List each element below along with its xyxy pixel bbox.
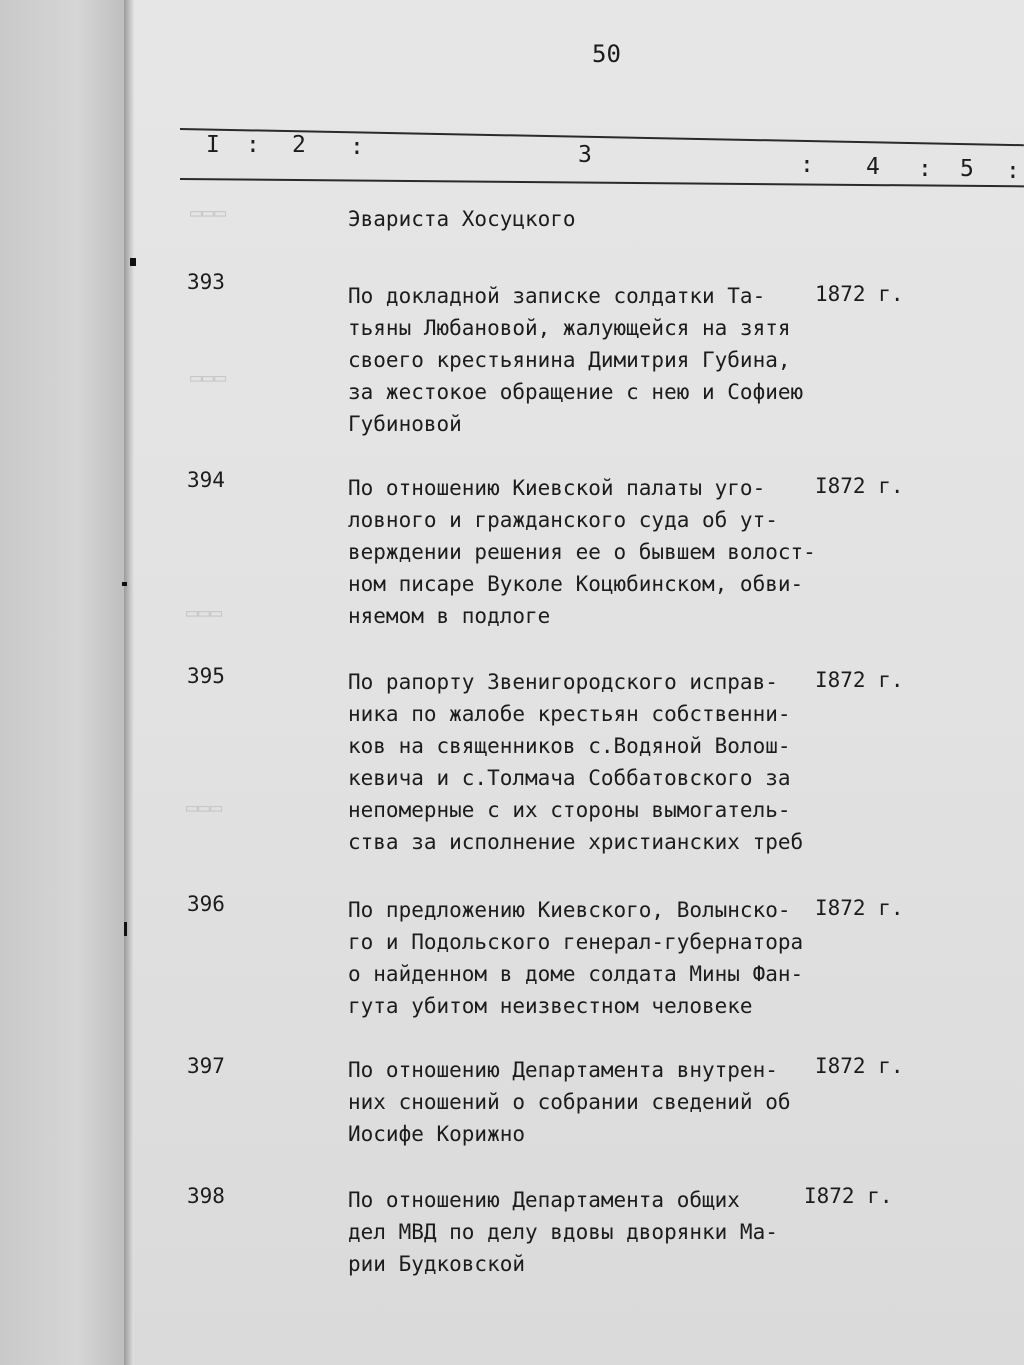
page-mark — [130, 258, 136, 266]
entry-line: Губиновой — [348, 412, 462, 436]
entry-year: I872 г. — [815, 474, 904, 498]
entry-number: 395 — [187, 664, 225, 688]
entry-number: 398 — [187, 1184, 225, 1208]
page-mark — [124, 922, 127, 936]
book-binding — [124, 0, 134, 1365]
entry-line: ства за исполнение христианских треб — [348, 830, 804, 854]
entry-number: 394 — [187, 468, 225, 492]
entry-line: ном писаре Вуколе Коцюбинском, обви- — [348, 572, 804, 596]
entry-year: I872 г. — [815, 896, 904, 920]
entry-number: 396 — [187, 892, 225, 916]
entry-description — [348, 472, 868, 632]
page-mark — [122, 582, 127, 586]
entry-line: о найденном в доме солдата Мины Фан- — [348, 962, 804, 986]
column-separator: : — [350, 134, 364, 160]
entry-year: 1872 г. — [815, 282, 904, 306]
entry-line: няемом в подлоге — [348, 604, 551, 628]
entry-description — [348, 666, 868, 858]
entry-line: По отношению Киевской палаты уго- — [348, 476, 766, 500]
entry-line: Иосифе Корижно — [348, 1122, 526, 1146]
entry-description — [348, 894, 868, 1022]
column-header-2: 2 — [292, 132, 306, 158]
entry-description — [348, 1184, 868, 1280]
column-separator: : — [918, 156, 932, 182]
entry-description — [348, 280, 868, 440]
column-separator: : — [1006, 158, 1020, 184]
entry-year: I872 г. — [815, 668, 904, 692]
column-separator: : — [800, 152, 814, 178]
bleed-through-mark: ▭▭▭ — [190, 200, 227, 224]
column-header-5: 5 — [960, 156, 974, 182]
entry-number: 393 — [187, 270, 225, 294]
entry-line: го и Подольского генерал-губернатора — [348, 930, 804, 954]
column-header-3: 3 — [578, 142, 592, 168]
entry-line: кевича и с.Толмача Соббатовского за — [348, 766, 791, 790]
bleed-through-mark: ▭▭▭ — [190, 365, 227, 389]
column-header-1: I — [206, 132, 220, 158]
entry-line: По докладной записке солдатки Та- — [348, 284, 766, 308]
column-separator: : — [246, 132, 260, 158]
bleed-through-mark: ▭▭▭ — [186, 795, 223, 819]
entry-year: I872 г. — [804, 1184, 893, 1208]
entry-line: своего крестьянина Димитрия Губина, — [348, 348, 791, 372]
entry-line: дел МВД по делу вдовы дворянки Ма- — [348, 1220, 778, 1244]
bleed-through-mark: ▭▭▭ — [186, 600, 223, 624]
entry-line: По отношению Департамента внутрен- — [348, 1058, 778, 1082]
page-number: 50 — [592, 40, 621, 68]
entry-line: ника по жалобе крестьян собственни- — [348, 702, 791, 726]
entry-line: По отношению Департамента общих — [348, 1188, 740, 1212]
entry-line: рии Будковской — [348, 1252, 526, 1276]
entry-line: гута убитом неизвестном человеке — [348, 994, 753, 1018]
entry-line: По рапорту Звенигородского исправ- — [348, 670, 778, 694]
column-header-4: 4 — [866, 154, 880, 180]
entry-line: них сношений о собрании сведений об — [348, 1090, 791, 1114]
entry-year: I872 г. — [815, 1054, 904, 1078]
continuation-line: Эвариста Хосуцкого — [348, 207, 576, 231]
entry-line: ловного и гражданского суда об ут- — [348, 508, 778, 532]
entry-line: По предложению Киевского, Волынско- — [348, 898, 791, 922]
facing-page — [0, 0, 128, 1365]
entry-description — [348, 1054, 868, 1150]
entry-line: верждении решения ее о бывшем волост- — [348, 540, 816, 564]
entry-number: 397 — [187, 1054, 225, 1078]
entry-line: непомерные с их стороны вымогатель- — [348, 798, 791, 822]
entry-line: ков на священников с.Водяной Волош- — [348, 734, 791, 758]
entry-line: за жестокое обращение с нею и Софиею — [348, 380, 804, 404]
entry-line: тьяны Любановой, жалующейся на зятя — [348, 316, 791, 340]
